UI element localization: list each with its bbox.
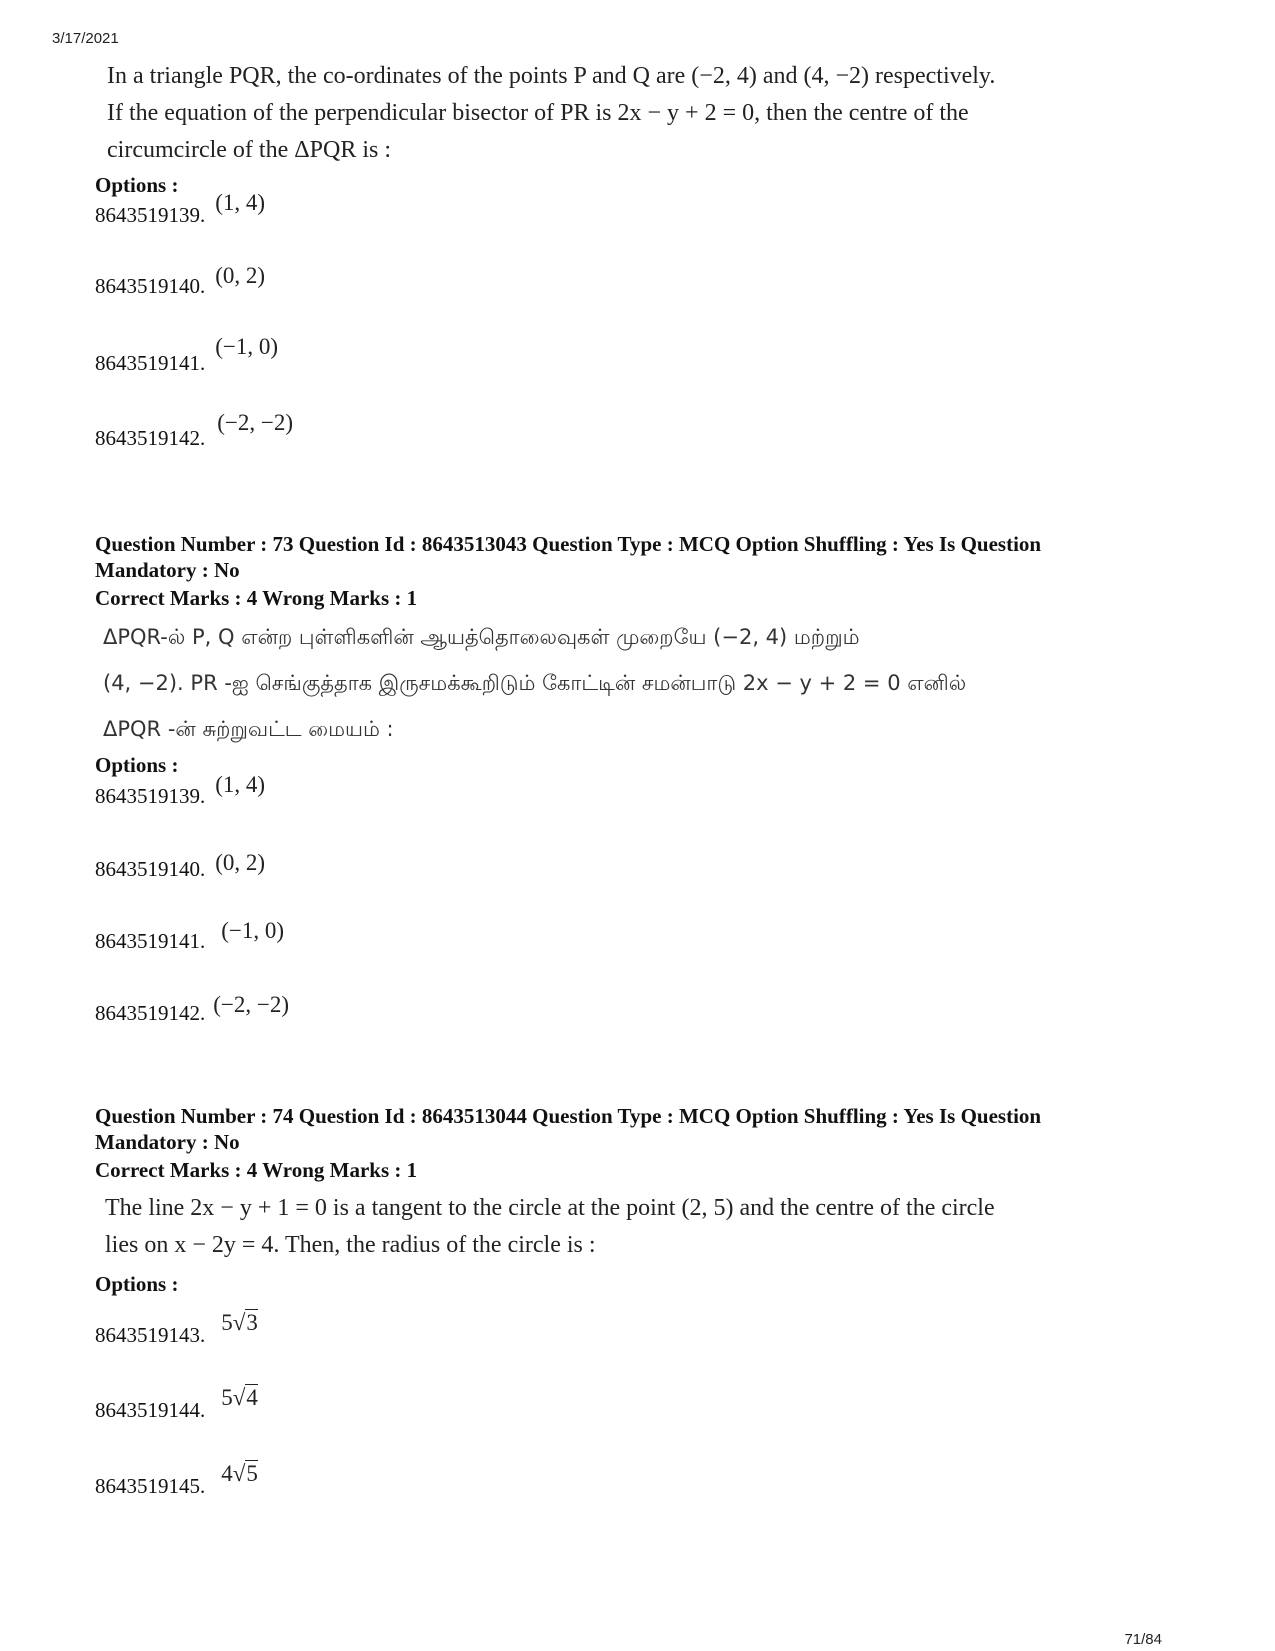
option-id: 8643519140.: [95, 857, 206, 881]
question-line: (4, −2). PR -ஐ செங்குத்தாக இருசமக்கூறிடும் கோட்டின் சமன்பாடு 2x − y + 2 = 0 எனில்: [103, 671, 967, 695]
option-row: [95, 1310, 258, 1348]
option-row: [95, 263, 266, 299]
question-meta-line: Question Number : 73 Question Id : 8643513043 Question Type : MCQ Option Shuffling : Yes Is Question: [95, 532, 1042, 556]
option-id: 8643519139.: [95, 203, 206, 227]
question-text-prev: [107, 58, 1117, 169]
options-label: Options :: [95, 753, 179, 777]
option-row: [95, 772, 266, 809]
option-id: 8643519145.: [95, 1474, 206, 1498]
question-meta-line: Mandatory : No: [95, 558, 240, 582]
question-line: In a triangle PQR, the co-ordinates of the points P and Q are (−2, 4) and (4, −2) respectively.: [107, 63, 996, 89]
option-row: [95, 918, 285, 954]
option-value: (−2, −2): [213, 992, 290, 1017]
question-line: The line 2x − y + 1 = 0 is a tangent to the circle at the point (2, 5) and the centre of the circle: [105, 1195, 995, 1221]
option-value: [221, 1385, 258, 1410]
radicand: 4: [246, 1385, 258, 1410]
option-value: (−1, 0): [221, 918, 285, 943]
question-text: [105, 1190, 1115, 1264]
option-id: 8643519141.: [95, 351, 206, 375]
option-value: (0, 2): [215, 850, 266, 875]
coefficient: 5: [221, 1385, 233, 1410]
option-row: [95, 190, 266, 228]
sqrt-sign: √: [232, 1385, 246, 1410]
option-value: (1, 4): [215, 772, 266, 797]
option-value: (−2, −2): [217, 410, 294, 435]
option-id: 8643519142.: [95, 1001, 206, 1025]
question-line: ΔPQR-ல் P, Q என்ற புள்ளிகளின் ஆயத்தொலைவுகள் முறையே (−2, 4) மற்றும்: [103, 625, 860, 649]
options-label: Options :: [95, 1272, 179, 1296]
option-id: 8643519143.: [95, 1323, 206, 1347]
question-meta: [95, 531, 1155, 583]
option-value: [221, 1461, 258, 1486]
option-value: (0, 2): [215, 263, 266, 288]
option-row: [95, 1461, 258, 1499]
question-meta-line: Mandatory : No: [95, 1130, 240, 1154]
option-value: (−1, 0): [215, 334, 279, 359]
option-id: 8643519139.: [95, 784, 206, 808]
option-row: [95, 334, 279, 376]
question-meta-line: Question Number : 74 Question Id : 8643513044 Question Type : MCQ Option Shuffling : Yes Is Question: [95, 1104, 1042, 1128]
marks-line: Correct Marks : 4 Wrong Marks : 1: [95, 1158, 418, 1182]
marks-line: Correct Marks : 4 Wrong Marks : 1: [95, 586, 418, 610]
question-text-tamil: [103, 614, 1113, 752]
radicand: 5: [246, 1461, 258, 1486]
page-number: 71/84: [1124, 1631, 1162, 1648]
question-line: If the equation of the perpendicular bisector of PR is 2x − y + 2 = 0, then the centre of the: [107, 100, 969, 126]
option-id: 8643519141.: [95, 929, 206, 953]
option-row: [95, 992, 290, 1026]
question-line: lies on x − 2y = 4. Then, the radius of the circle is :: [105, 1232, 596, 1258]
options-label: Options :: [95, 173, 179, 197]
question-meta: [95, 1103, 1155, 1155]
print-date: 3/17/2021: [52, 30, 119, 47]
option-row: [95, 1385, 258, 1423]
option-row: [95, 410, 294, 451]
option-id: 8643519144.: [95, 1398, 206, 1422]
coefficient: 5: [221, 1310, 233, 1335]
option-id: 8643519140.: [95, 274, 206, 298]
question-line: ΔPQR -ன் சுற்றுவட்ட மையம் :: [103, 717, 394, 741]
option-value: (1, 4): [215, 190, 266, 215]
sqrt-sign: √: [232, 1310, 246, 1335]
question-line: circumcircle of the ΔPQR is :: [107, 137, 392, 163]
sqrt-sign: √: [232, 1461, 246, 1486]
option-row: [95, 850, 266, 882]
option-value: [221, 1310, 258, 1335]
coefficient: 4: [221, 1461, 233, 1486]
option-id: 8643519142.: [95, 426, 206, 450]
radicand: 3: [246, 1310, 258, 1335]
